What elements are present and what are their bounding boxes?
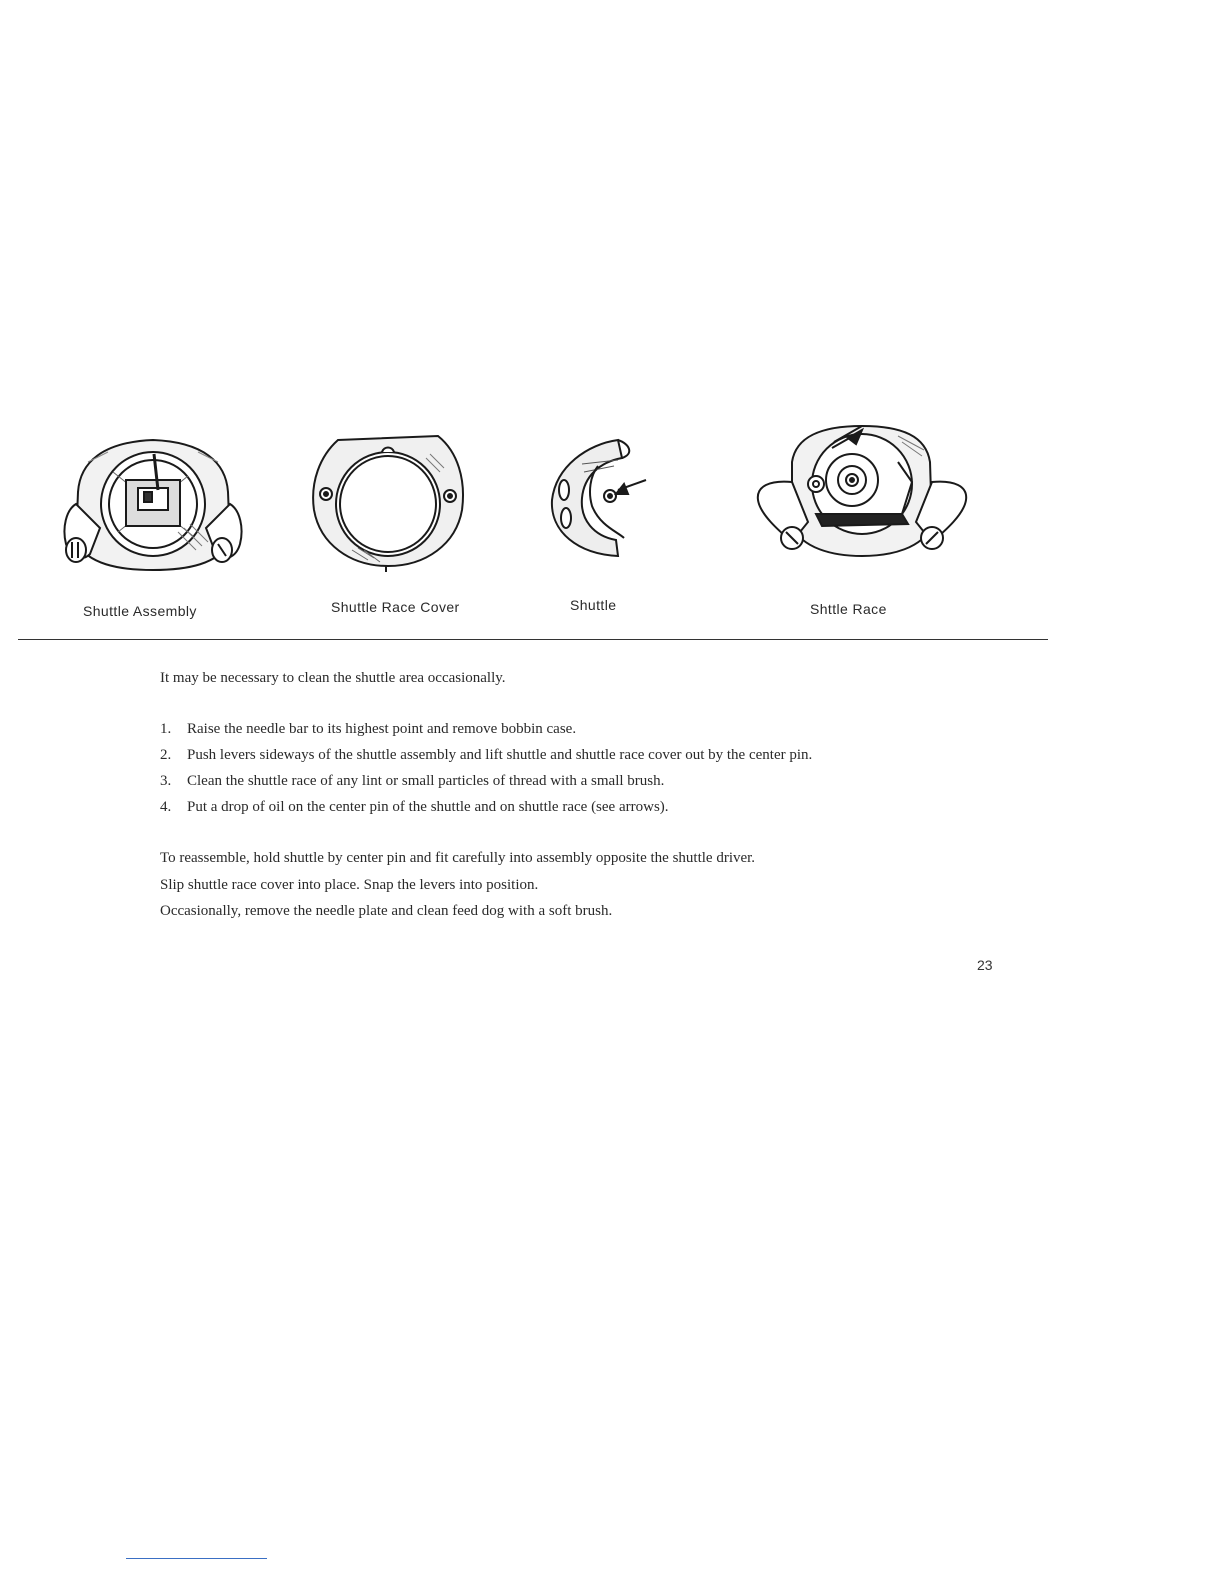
caption-shuttle-race: Shttle Race bbox=[810, 601, 887, 617]
shuttle-assembly-illustration bbox=[58, 432, 248, 574]
footer-line bbox=[126, 1558, 267, 1559]
step-text: Raise the needle bar to its highest point and remove bobbin case. bbox=[187, 721, 577, 737]
step-number: 2. bbox=[160, 747, 172, 763]
page-number: 23 bbox=[977, 957, 993, 973]
shuttle-race-illustration bbox=[752, 422, 972, 562]
section-divider bbox=[18, 639, 1048, 640]
reassemble-line: Slip shuttle race cover into place. Snap the levers into position. bbox=[160, 877, 539, 893]
step-text: Clean the shuttle race of any lint or small particles of thread with a small brush. bbox=[187, 773, 665, 789]
step-item bbox=[160, 772, 664, 790]
caption-shuttle-assembly: Shuttle Assembly bbox=[83, 603, 197, 619]
reassemble-line: Occasionally, remove the needle plate and clean feed dog with a soft brush. bbox=[160, 903, 613, 919]
shuttle-drawing bbox=[548, 436, 652, 562]
shuttle-illustration bbox=[548, 436, 652, 562]
shuttle-assembly-drawing bbox=[58, 432, 248, 574]
step-number: 1. bbox=[160, 721, 172, 737]
caption-shuttle: Shuttle bbox=[570, 597, 617, 613]
reassemble-line: To reassemble, hold shuttle by center pin and fit carefully into assembly opposite the shuttle driver. bbox=[160, 850, 756, 866]
step-item bbox=[160, 720, 576, 738]
step-item bbox=[160, 798, 669, 816]
shuttle-race-drawing bbox=[752, 422, 972, 562]
caption-shuttle-race-cover: Shuttle Race Cover bbox=[331, 599, 460, 615]
step-number: 3. bbox=[160, 773, 172, 789]
step-text: Push levers sideways of the shuttle assembly and lift shuttle and shuttle race cover out by the center pin. bbox=[187, 747, 813, 763]
step-item bbox=[160, 746, 812, 764]
shuttle-race-cover-illustration bbox=[308, 432, 468, 572]
step-number: 4. bbox=[160, 799, 172, 815]
shuttle-race-cover-drawing bbox=[308, 432, 468, 572]
intro-paragraph: It may be necessary to clean the shuttle area occasionally. bbox=[160, 670, 506, 686]
step-text: Put a drop of oil on the center pin of the shuttle and on shuttle race (see arrows). bbox=[187, 799, 669, 815]
